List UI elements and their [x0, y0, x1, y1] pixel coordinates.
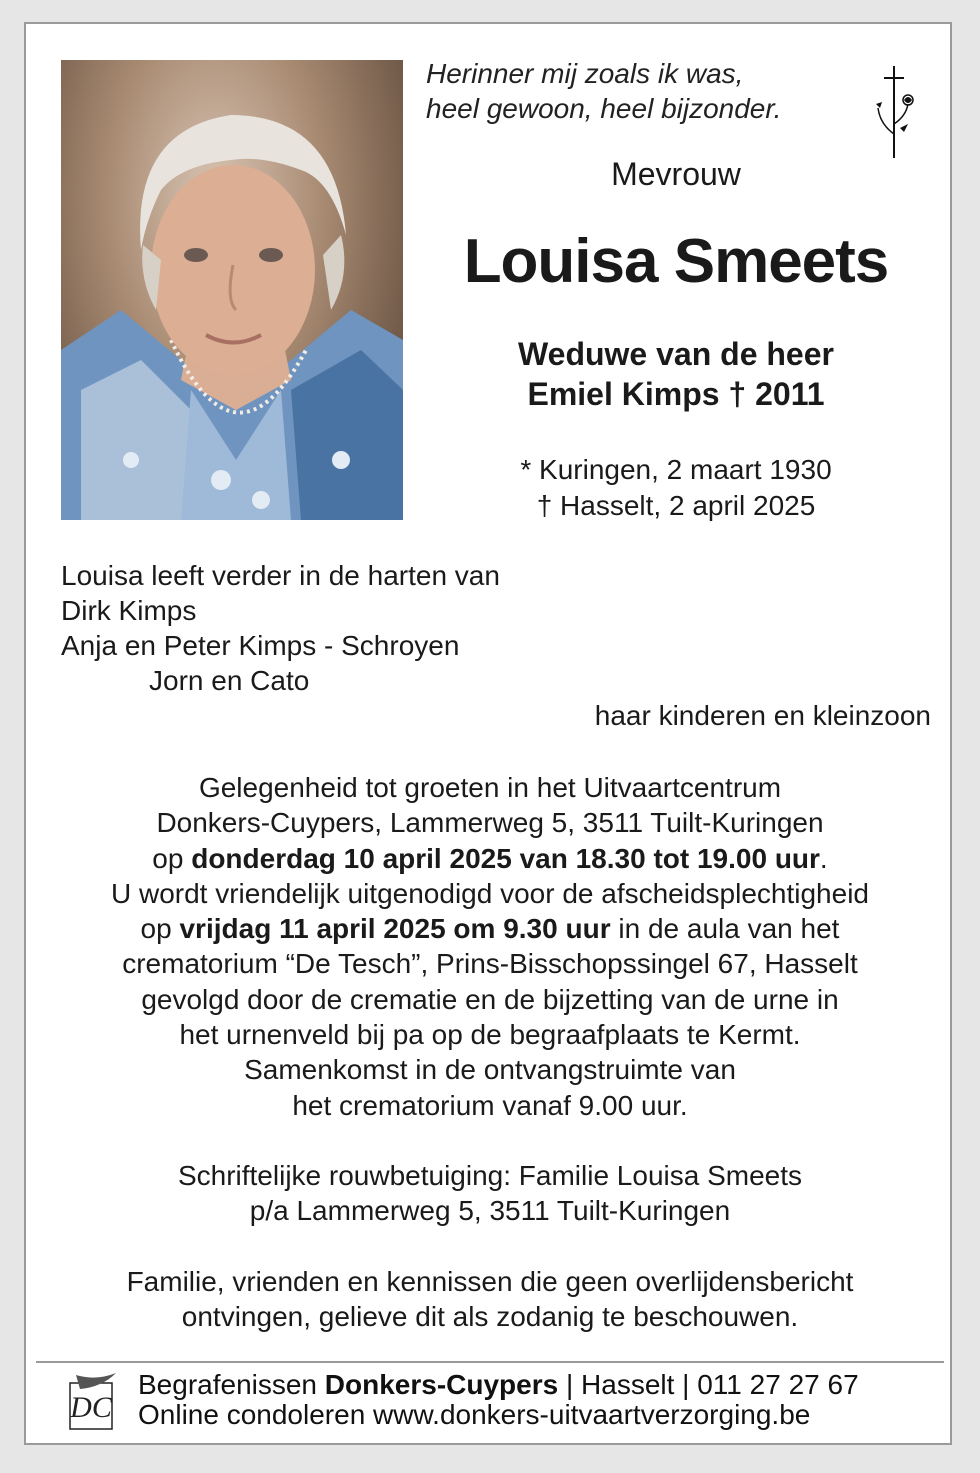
family-intro: Louisa leeft verder in de harten van — [61, 560, 500, 591]
service-line — [46, 911, 934, 946]
family-relation: haar kinderen en kleinzoon — [594, 700, 931, 731]
funeral-home-name: Donkers-Cuypers — [324, 1369, 559, 1400]
ceremony-line: U wordt vriendelijk uitgenodigd voor de afscheidsplechtigheid — [110, 877, 869, 909]
cross-rose-icon — [874, 64, 922, 160]
quote-line-2: heel gewoon, heel bijzonder. — [426, 93, 782, 124]
ceremony-line: Gelegenheid tot groeten in het Uitvaartcentrum — [198, 772, 782, 803]
ceremony-line: gevolgd door de crematie en de bijzetting van de urne in — [141, 983, 839, 1015]
grandchildren: Jorn en Cato — [149, 665, 310, 696]
family-member: Anja en Peter Kimps - Schroyen — [61, 630, 460, 661]
widow-line-1: Weduwe van de heer — [518, 336, 834, 372]
footer-divider — [36, 1361, 944, 1363]
ceremony-line: Samenkomst in de ontvangstruimte van — [244, 1054, 736, 1086]
ceremony-details — [46, 770, 934, 1334]
ceremony-line: Donkers-Cuypers, Lammerweg 5, 3511 Tuilt-Kuringen — [156, 807, 824, 839]
memorial-quote — [426, 56, 866, 126]
family-member: Dirk Kimps — [61, 595, 197, 626]
birth-date: * Kuringen, 2 maart 1930 — [520, 454, 832, 485]
footer-website: Online condoleren www.donkers-uitvaartverzorging.be — [138, 1399, 811, 1430]
text: op — [140, 913, 180, 945]
notice-line: ontvingen, gelieve dit als zodanig te beschouwen. — [181, 1300, 799, 1332]
phone-info: | Hasselt | 011 27 27 67 — [558, 1369, 859, 1400]
ceremony-line: het crematorium vanaf 9.00 uur. — [292, 1089, 688, 1121]
deceased-name: Louisa Smeets — [463, 227, 889, 296]
honorific: Mevrouw — [611, 156, 741, 192]
quote-line-1: Herinner mij zoals ik was, — [426, 58, 744, 89]
footer-contact — [138, 1370, 938, 1430]
service-date: vrijdag 11 april 2025 om 9.30 uur — [179, 913, 611, 945]
condolence-address: p/a Lammerweg 5, 3511 Tuilt-Kuringen — [249, 1195, 731, 1227]
condolence-line: Schriftelijke rouwbetuiging: Familie Louisa Smeets — [177, 1159, 803, 1191]
footer-line-1 — [138, 1370, 938, 1400]
visitation-line — [46, 841, 934, 876]
widow-of — [446, 334, 906, 414]
death-date: † Hasselt, 2 april 2025 — [536, 490, 816, 521]
text: in de aula van het — [610, 913, 840, 945]
funeral-home-logo-icon — [66, 1371, 120, 1433]
visitation-date: donderdag 10 april 2025 van 18.30 tot 19.00 uur — [191, 842, 820, 874]
ceremony-line: crematorium “De Tesch”, Prins-Bisschopssingel 67, Hasselt — [122, 948, 858, 980]
ceremony-line: het urnenveld bij pa op de begraafplaats te Kermt. — [179, 1019, 801, 1051]
svg-text:DC: DC — [70, 1391, 112, 1424]
obituary-card — [24, 22, 952, 1445]
portrait-photo — [61, 60, 403, 520]
text: . — [819, 842, 828, 874]
notice-line: Familie, vrienden en kennissen die geen overlijdensbericht — [126, 1265, 854, 1297]
widow-line-2: Emiel Kimps † 2011 — [527, 376, 825, 412]
text: Begrafenissen — [138, 1369, 325, 1400]
text: op — [152, 842, 192, 874]
life-dates — [446, 452, 906, 524]
family-section — [61, 558, 931, 733]
